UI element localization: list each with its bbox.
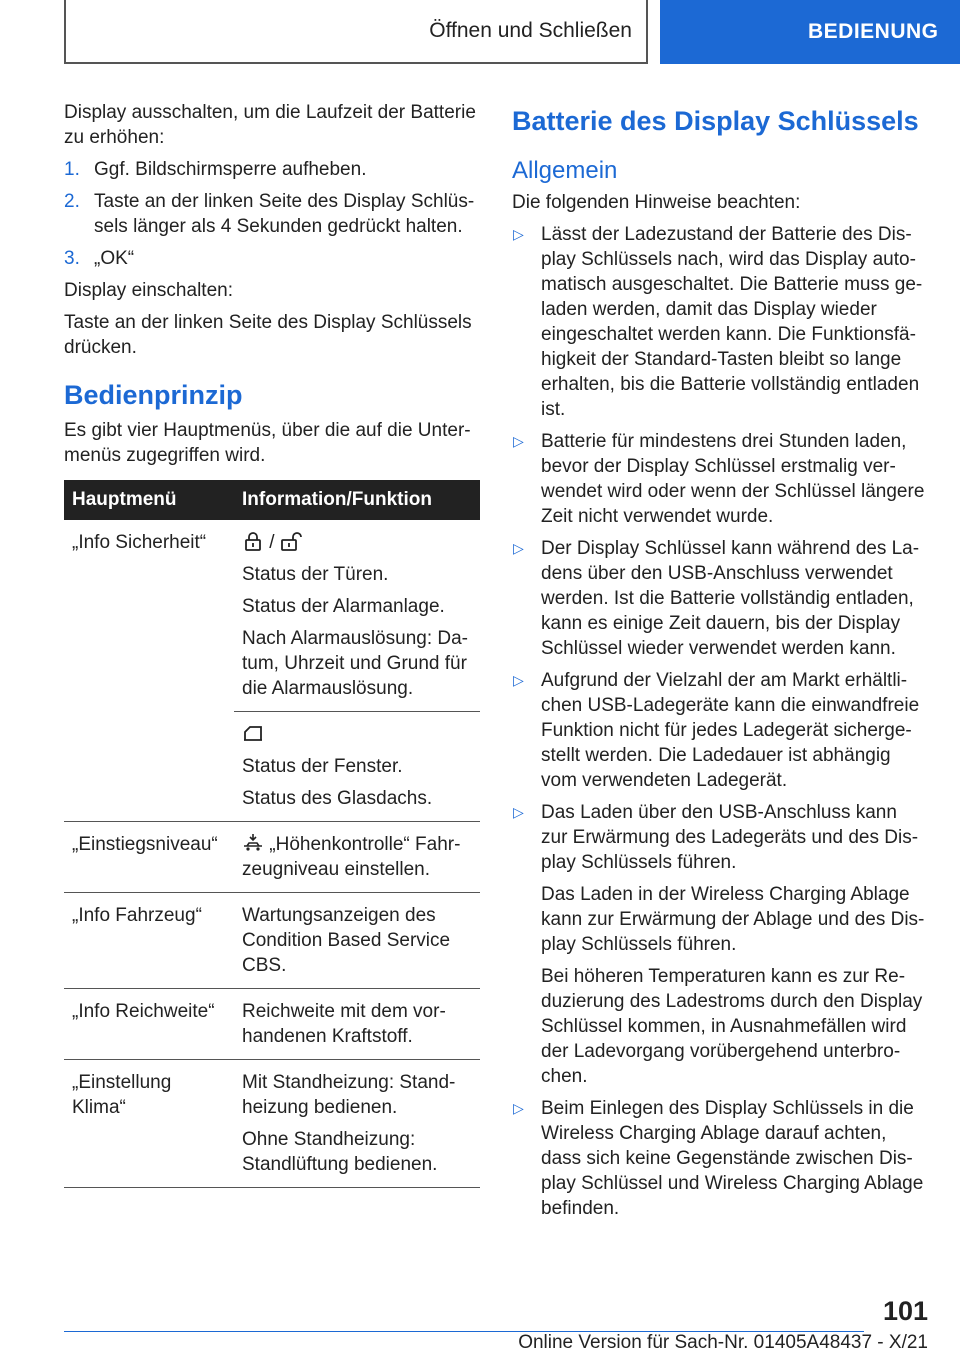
hint-text: Das Laden über den USB-Anschluss kann zur Erwärmung des Ladegeräts und des Display Schlüssels führen. bbox=[541, 802, 919, 873]
list-item bbox=[512, 800, 928, 1089]
steps-list bbox=[64, 157, 480, 271]
info-line: Status des Glasdachs. bbox=[242, 788, 433, 809]
menu-cell bbox=[64, 822, 234, 893]
info-line: Status der Fenster. bbox=[242, 756, 403, 777]
bullet-triangle-icon: ▷ bbox=[513, 540, 524, 556]
menu-name: „Einstiegsniveau“ bbox=[72, 834, 218, 855]
step-text: „OK“ bbox=[94, 248, 135, 269]
bullet-triangle-icon: ▷ bbox=[513, 226, 524, 242]
right-column bbox=[512, 100, 928, 1228]
hint-text: Lässt der Ladezustand der Batterie des Display Schlüssels nach, wird das Display automatisch ausgeschaltet. Die Batterie muss geladen werden, damit das Display wieder eingeschaltet werden kann. Die Funktionsfähigkeit der Standard-Tasten bleibt so lange erhalten, bis die Batterie vollständig entladen ist. bbox=[541, 224, 923, 420]
info-line: Nach Alarmauslösung: Datum, Uhrzeit und Grund für die Alarmauslösung. bbox=[242, 628, 468, 699]
heading-battery: Batterie des Display Schlüssels bbox=[512, 106, 919, 136]
window-icon-line bbox=[242, 722, 472, 747]
menu-cell bbox=[64, 1060, 234, 1188]
hint-text: Aufgrund der Vielzahl der am Markt erhältlichen USB-Ladegeräte kann die einwandfreie Funktion nicht für jedes Ladegerät sichergestellt werden. Die Ladedauer ist abhängig vom verwendeten Ladegerät. bbox=[541, 670, 920, 791]
table-row bbox=[64, 893, 480, 989]
hint-text: Das Laden in der Wireless Charging Ablage kann zur Erwärmung der Ablage und des Display Schlüssels führen. bbox=[541, 884, 925, 955]
step-text: Ggf. Bildschirmsperre aufheben. bbox=[94, 159, 367, 180]
page-number: 101 bbox=[882, 1296, 928, 1326]
info-line: Ohne Standheizung: Standlüftung bedienen. bbox=[242, 1129, 438, 1175]
menu-name: „Info Fahrzeug“ bbox=[72, 905, 202, 926]
lock-open-icon bbox=[280, 531, 302, 551]
info-text: Wartungsanzeigen des Condition Based Service CBS. bbox=[242, 905, 451, 976]
subheading-general: Allgemein bbox=[512, 157, 618, 184]
table-row bbox=[64, 989, 480, 1060]
table-row bbox=[64, 1060, 480, 1188]
info-text: „Höhenkontrolle“ Fahrzeugniveau einstellen. bbox=[242, 834, 461, 880]
col-header-info: Information/Funktion bbox=[234, 480, 480, 520]
hint-text: Batterie für mindestens drei Stunden laden, bevor der Display Schlüssel erstmalig verwendet wird oder wenn der Schlüssel längere Zeit nicht verwendet wurde. bbox=[541, 431, 925, 527]
list-item bbox=[512, 1096, 928, 1221]
step-number: 2. bbox=[64, 191, 80, 212]
header-section-box bbox=[64, 0, 648, 64]
menu-name: „Info Sicherheit“ bbox=[72, 532, 207, 553]
menu-name: „Info Reichweite“ bbox=[72, 1001, 215, 1022]
bullet-triangle-icon: ▷ bbox=[513, 433, 524, 449]
info-cell bbox=[234, 822, 480, 893]
hints-intro: Die folgenden Hinweise beachten: bbox=[512, 192, 801, 213]
chapter-tab-label: BEDIENUNG bbox=[808, 20, 939, 43]
heading-bedienprinzip: Bedienprinzip bbox=[64, 380, 243, 410]
list-item bbox=[512, 222, 928, 422]
list-item bbox=[512, 668, 928, 793]
list-item bbox=[512, 536, 928, 661]
menu-cell bbox=[64, 893, 234, 989]
bullet-triangle-icon: ▷ bbox=[513, 1100, 524, 1116]
info-line: Mit Standheizung: Standheizung bedienen. bbox=[242, 1072, 456, 1118]
table-row bbox=[64, 520, 480, 712]
on-text: Taste an der linken Seite des Display Schlüssels drücken. bbox=[64, 312, 472, 358]
hint-text: Bei höheren Temperaturen kann es zur Reduzierung des Ladestroms durch den Display Schlüssel kommen, in Ausnahmefällen wird der Ladevorgang vorübergehend unterbrochen. bbox=[541, 966, 923, 1087]
table-header-row bbox=[64, 480, 480, 520]
bullet-triangle-icon: ▷ bbox=[513, 804, 524, 820]
col-header-menu: Hauptmenü bbox=[64, 480, 234, 520]
info-cell bbox=[234, 520, 480, 712]
intro-off: Display ausschalten, um die Laufzeit der Batterie zu erhöhen: bbox=[64, 102, 476, 148]
info-line: Status der Türen. bbox=[242, 564, 389, 585]
principle-text: Es gibt vier Hauptmenüs, über die auf die Untermenüs zugegriffen wird. bbox=[64, 420, 471, 466]
table-row bbox=[64, 822, 480, 893]
section-title: Öffnen und Schließen bbox=[429, 19, 632, 42]
step-number: 1. bbox=[64, 159, 80, 180]
menu-cell bbox=[64, 520, 234, 822]
step-item bbox=[64, 157, 480, 182]
on-label: Display einschalten: bbox=[64, 280, 233, 301]
bullet-triangle-icon: ▷ bbox=[513, 672, 524, 688]
menu-cell bbox=[64, 989, 234, 1060]
chapter-tab[interactable] bbox=[660, 0, 960, 64]
list-item bbox=[512, 429, 928, 529]
footer-version-text: Online Version für Sach-Nr. 01405A48437 - X/21 bbox=[518, 1332, 928, 1353]
icon-separator: / bbox=[269, 532, 275, 553]
window-icon bbox=[242, 723, 264, 743]
hint-text: Der Display Schlüssel kann während des Ladens über den USB-Anschluss verwendet werden. Ist die Batterie vollständig entladen, kann es einige Zeit dauern, bis der Display Schlüssel wieder verwendet werden kann. bbox=[541, 538, 920, 659]
left-column bbox=[64, 100, 480, 1188]
step-number: 3. bbox=[64, 248, 80, 269]
step-item bbox=[64, 246, 480, 271]
step-item bbox=[64, 189, 480, 239]
step-text: Taste an der linken Seite des Display Schlüssels länger als 4 Sekunden gedrückt halten. bbox=[94, 191, 475, 237]
hint-text: Beim Einlegen des Display Schlüssels in die Wireless Charging Ablage darauf achten, dass sich keine Gegenstände zwischen Display Schlüssel und Wireless Charging Ablage befinden. bbox=[541, 1098, 924, 1219]
hints-list bbox=[512, 222, 928, 1221]
info-line: Status der Alarmanlage. bbox=[242, 596, 445, 617]
info-cell bbox=[234, 893, 480, 989]
menu-name: „Einstellung Klima“ bbox=[72, 1072, 172, 1118]
info-cell bbox=[234, 712, 480, 822]
info-text: Reichweite mit dem vorhandenen Kraftstoff. bbox=[242, 1001, 446, 1047]
lock-closed-icon bbox=[242, 531, 264, 551]
vehicle-height-icon bbox=[242, 833, 264, 853]
info-cell bbox=[234, 989, 480, 1060]
menu-table bbox=[64, 480, 480, 1188]
info-cell bbox=[234, 1060, 480, 1188]
lock-icons-line bbox=[242, 530, 472, 555]
